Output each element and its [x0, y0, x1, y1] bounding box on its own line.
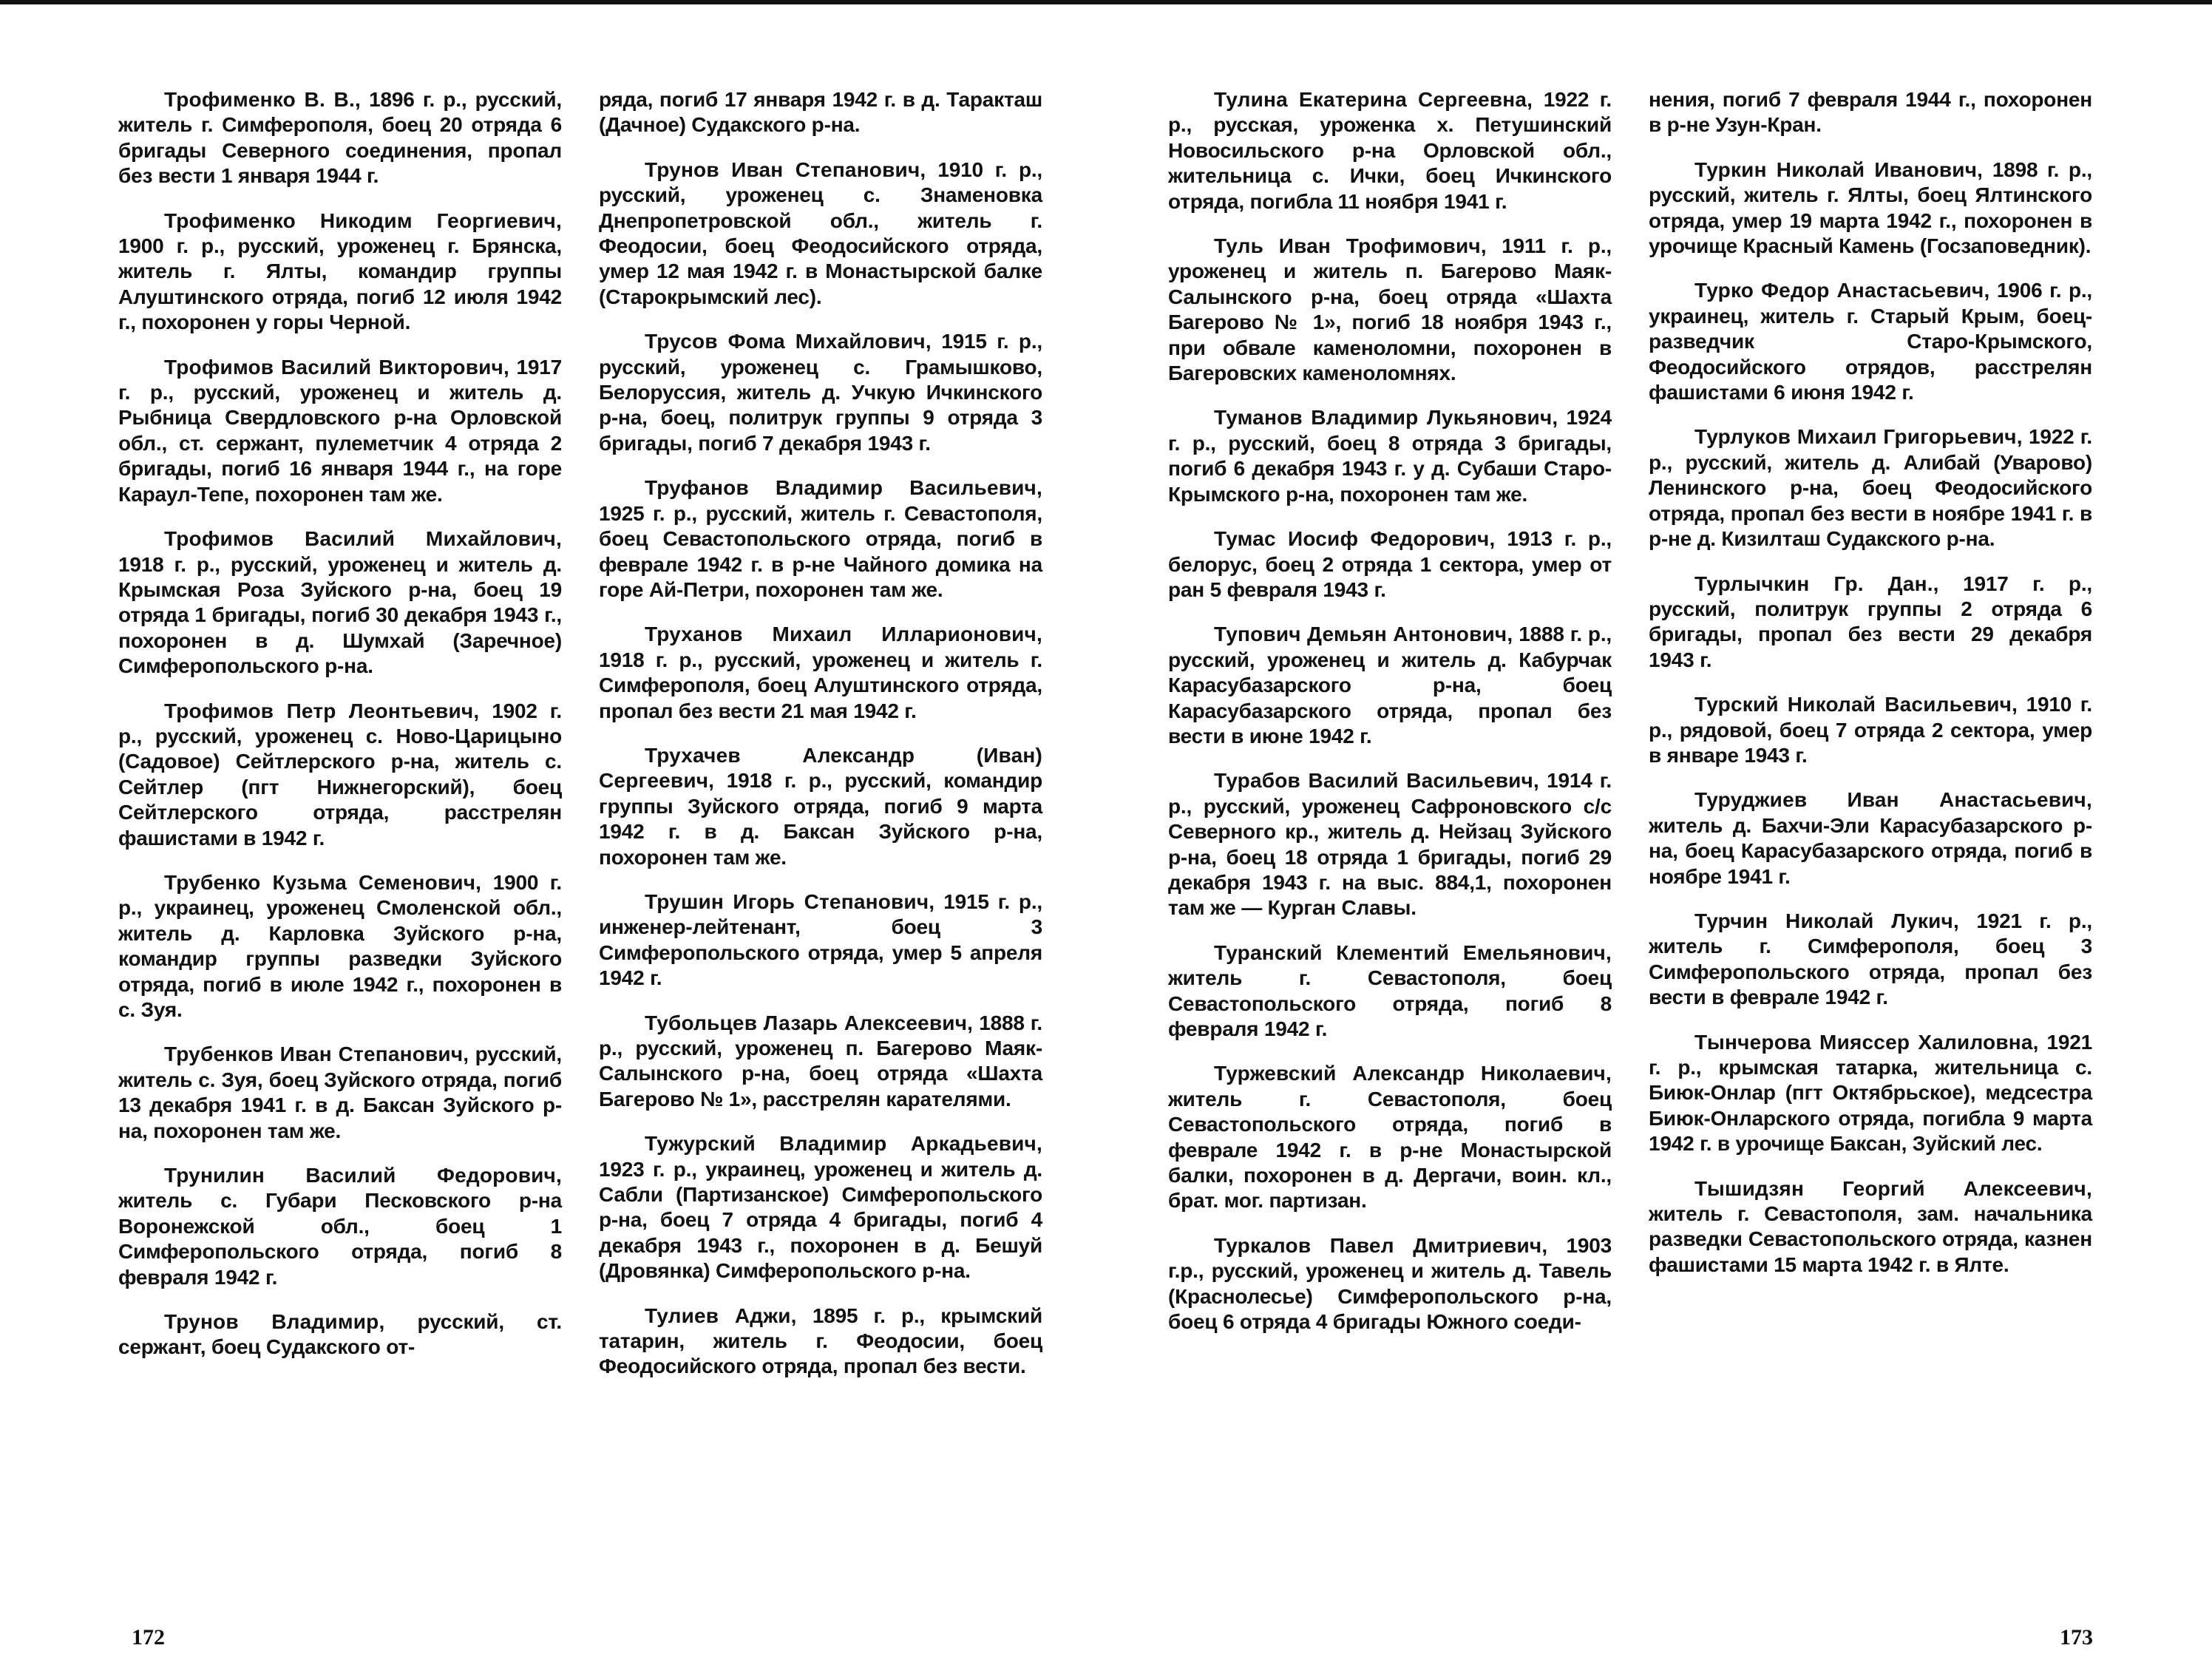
- entry-text: 1918 г. р., русский, командир группы Зуйского отряда, погиб 9 марта 1942 г. в д. Баксан Зуйского р-на, похоронен там же.: [599, 769, 1042, 869]
- entry-text: 1895 г. р., крымский татарин, житель г. Феодосии, боец Феодосийского отряда, пропал без вести.: [599, 1303, 1042, 1378]
- entry-name: Туманов Владимир Лукьянович,: [1214, 406, 1558, 430]
- entry-text: житель г. Севастополя, зам. начальника разведки Севастопольского отряда, казнен фашистами 15 марта 1942 г. в Ялте.: [1649, 1202, 2092, 1276]
- memorial-entry: [118, 355, 562, 507]
- entry-name: Трубенков Иван Степанович,: [164, 1042, 469, 1066]
- entry-name: Трунов Иван Степанович,: [645, 157, 926, 181]
- entry-text: житель г. Севастополя, боец Севастопольского отряда, погиб 8 февраля 1942 г.: [1168, 966, 1612, 1040]
- memorial-entry: [1649, 1176, 2092, 1278]
- entry-name: Тулиев Аджи,: [645, 1303, 797, 1327]
- memorial-entry: [1168, 87, 1612, 214]
- entry-text: 1900 г. р., украинец, уроженец Смоленской обл., житель д. Карловка Зуйского р-на, командир группы разведки Зуйского отряда, погиб в июле 1942 г., похоронен в с. Зуя.: [118, 870, 563, 1021]
- entry-name: Тупович Демьян Антонович,: [1214, 623, 1513, 646]
- entry-name: Трофимов Петр Леонтьевич,: [164, 699, 480, 722]
- entry-name: Трубенко Кузьма Семенович,: [164, 870, 482, 894]
- memorial-entry: [1168, 768, 1612, 921]
- entry-text: 1915 г. р., инженер-лейтенант, боец 3 Симферопольского отряда, умер 5 апреля 1942 г.: [599, 889, 1042, 990]
- entry-name: Трофимов Василий Викторович,: [164, 355, 509, 379]
- entry-text: русский, житель с. Зуя, боец Зуйского отряда, погиб 13 декабря 1941 г. в д. Баксан Зуйского р-на, похоронен там же.: [118, 1042, 563, 1142]
- memorial-entry: [118, 1309, 562, 1360]
- entry-text: 1913 г. р., белорус, боец 2 отряда 1 сектора, умер от ран 5 февраля 1943 г.: [1168, 527, 1612, 601]
- entry-name: Трунов Владимир,: [164, 1310, 385, 1334]
- entry-name: Туранский Клементий Емельянович,: [1214, 940, 1612, 964]
- memorial-entry: [118, 526, 562, 679]
- memorial-entry: [1649, 692, 2092, 768]
- memorial-entry: [1649, 87, 2092, 138]
- entry-name: Труфанов Владимир Васильевич,: [645, 476, 1042, 500]
- entry-name: Тумас Иосиф Федорович,: [1214, 527, 1496, 551]
- memorial-entry: [1649, 572, 2092, 674]
- memorial-entry: [118, 1042, 562, 1144]
- entry-text: 1902 г. р., русский, уроженец с. Ново-Царицыно (Садовое) Сейтлерского р-на, житель с. Сейтлер (пгт Нижнегорский), боец Сейтлерского отряда, расстрелян фашистами в 1942 г.: [118, 699, 562, 850]
- right-page-column-1: [1168, 87, 1612, 1354]
- scan-top-edge: [0, 0, 2212, 4]
- entry-name: Туржевский Александр Николаевич,: [1214, 1062, 1612, 1085]
- entry-text: нения, погиб 7 февраля 1944 г., похоронен в р-не Узун-Кран.: [1649, 88, 2092, 137]
- memorial-entry: [1649, 787, 2092, 889]
- memorial-entry: [599, 1011, 1042, 1113]
- entry-name: Трофименко Никодим Георгиевич,: [164, 208, 562, 232]
- page-number-left: 172: [132, 1625, 165, 1650]
- entry-text: 1922 г. р., русский, житель д. Алибай (Уварово) Ленинского р-на, боец Феодосийского отряда, пропал без вести в ноябре 1941 г. в р-не д. Кизилташ Судакского р-на.: [1649, 425, 2093, 551]
- memorial-entry: [1168, 622, 1612, 749]
- memorial-entry: [599, 1303, 1042, 1380]
- memorial-entry: [1649, 909, 2092, 1011]
- memorial-entry: [118, 870, 562, 1023]
- entry-text: 1896 г. р., русский, житель г. Симферополя, боец 20 отряда 6 бригады Северного соединения, пропал без вести 1 января 1944 г.: [118, 88, 563, 188]
- entry-text: русский, ст. сержант, боец Судакского от-: [118, 1310, 562, 1359]
- entry-name: Туль Иван Трофимович,: [1214, 234, 1487, 258]
- page-number-right: 173: [2060, 1625, 2093, 1650]
- entry-text: 1925 г. р., русский, житель г. Севастополя, боец Севастопольского отряда, погиб в феврале 1942 г. в р-не Чайного домика на горе Ай-Петри, похоронен там же.: [599, 501, 1042, 601]
- entry-name: Туркин Николай Иванович,: [1694, 157, 1984, 181]
- entry-name: Тужурский Владимир Аркадьевич,: [645, 1132, 1042, 1156]
- entry-name: Трусов Фома Михайлович,: [645, 330, 932, 353]
- entry-name: Тынчерова Мияссер Халиловна,: [1694, 1030, 2039, 1054]
- entry-name: Туруджиев Иван Анастасьевич,: [1694, 788, 2092, 812]
- left-page-column-2: [599, 87, 1042, 1399]
- entry-text: житель с. Губари Песковского р-на Воронежской обл., боец 1 Симферопольского отряда, погиб 8 февраля 1942 г.: [118, 1189, 562, 1289]
- entry-name: Трухачев Александр (Иван) Сергеевич,: [599, 743, 1042, 793]
- memorial-entry: [1168, 1061, 1612, 1213]
- entry-text: 1910 г. р., рядовой, боец 7 отряда 2 сектора, умер в январе 1943 г.: [1649, 693, 2092, 767]
- entry-text: 1911 г. р., уроженец и житель п. Багерово Маяк-Салынского р-на, боец отряда «Шахта Багерово № 1», погиб 18 ноября 1943 г., при обвале каменоломни, похоронен в Багеровских каменоломнях.: [1168, 234, 1612, 385]
- entry-name: Туркалов Павел Дмитриевич,: [1214, 1233, 1548, 1257]
- entry-name: Тышидзян Георгий Алексеевич,: [1694, 1176, 2092, 1200]
- entry-name: Турлуков Михаил Григорьевич,: [1694, 425, 2023, 449]
- memorial-entry: [1168, 526, 1612, 603]
- memorial-entry: [1649, 278, 2092, 405]
- entry-name: Трофименко В. В.,: [164, 88, 361, 111]
- entry-text: 1914 г. р., русский, уроженец Сафроновского с/с Северного кр., житель д. Нейзац Зуйского р-на, боец 18 отряда 1 бригады, погиб 29 декабря 1943 г. на выс. 884,1, похоронен там же — Курган Славы.: [1168, 769, 1612, 920]
- memorial-entry: [599, 157, 1042, 310]
- entry-name: Турчин Николай Лукич,: [1694, 909, 1959, 932]
- entry-text: житель г. Севастополя, боец Севастопольского отряда, погиб в феврале 1942 г. в р-не Монастырской балки, похоронен в д. Дергачи, воин. кл., брат. мог. партизан.: [1168, 1087, 1612, 1213]
- entry-name: Турлычкин Гр. Дан.,: [1694, 572, 1939, 595]
- entry-name: Турский Николай Васильевич,: [1694, 693, 2018, 716]
- entry-text: 1917 г. р., русский, политрук группы 2 отряда 6 бригады, пропал без вести 29 декабря 1943 г.: [1649, 572, 2092, 671]
- entry-text: 1923 г. р., украинец, уроженец и житель д. Сабли (Партизанское) Симферопольского р-на, боец 7 отряда 4 бригады, погиб 4 декабря 1943 г., похоронен в д. Бешуй (Дровянка) Симферопольского р-на.: [599, 1157, 1042, 1283]
- memorial-entry: [599, 743, 1042, 870]
- memorial-entry: [599, 1131, 1042, 1284]
- memorial-entry: [1168, 405, 1612, 507]
- memorial-entry: [599, 475, 1042, 603]
- entry-name: Тулина Екатерина Сергеевна,: [1214, 88, 1533, 111]
- entry-text: 1924 г. р., русский, боец 8 отряда 3 бригады, погиб 6 декабря 1943 г. у д. Субаши Старо-Крымского р-на, похоронен там же.: [1168, 406, 1612, 506]
- entry-text: 1918 г. р., русский, уроженец и житель г. Симферополя, боец Алуштинского отряда, пропал без вести 21 мая 1942 г.: [599, 648, 1042, 722]
- memorial-entry: [118, 699, 562, 851]
- memorial-entry: [1168, 940, 1612, 1042]
- entry-text: 1915 г. р., русский, уроженец с. Грамышково, Белоруссия, житель д. Учкую Ичкинского р-на, боец, политрук группы 9 отряда 3 бригады, погиб 7 декабря 1943 г.: [599, 330, 1042, 455]
- entry-name: Трунилин Василий Федорович,: [164, 1164, 562, 1187]
- entry-text: 1900 г. р., русский, уроженец г. Брянска, житель г. Ялты, командир группы Алуштинского отряда, погиб 12 июля 1942 г., похоронен у горы Черной.: [118, 234, 562, 334]
- memorial-entry: [599, 889, 1042, 991]
- entry-text: 1903 г.р., русский, уроженец и житель д. Тавель (Краснолесье) Симферопольского р-на, боец 6 отряда 4 бригады Южного соеди-: [1168, 1233, 1612, 1334]
- memorial-entry: [118, 1163, 562, 1290]
- entry-text: 1898 г. р., русский, житель г. Ялты, боец Ялтинского отряда, умер 19 марта 1942 г., похоронен в урочище Красный Камень (Госзаповедник).: [1649, 157, 2092, 258]
- entry-text: 1921 г. р., житель г. Симферополя, боец 3 Симферопольского отряда, пропал без вести в феврале 1942 г.: [1649, 909, 2092, 1009]
- entry-name: Турко Федор Анастасьевич,: [1694, 279, 1990, 302]
- entry-text: 1921 г. р., крымская татарка, жительница с. Биюк-Онлар (пгт Октябрьское), медсестра Биюк-Онларского отряда, погибла 9 марта 1942 г. в урочище Баксан, Зуйский лес.: [1649, 1030, 2092, 1156]
- entry-name: Труханов Михаил Илларионович,: [645, 623, 1042, 646]
- right-page-column-2: [1649, 87, 2092, 1297]
- memorial-entry: [599, 622, 1042, 724]
- memorial-entry: [1168, 1233, 1612, 1335]
- memorial-entry: [118, 87, 562, 189]
- entry-text: житель д. Бахчи-Эли Карасубазарского р-на, боец Карасубазарского отряда, погиб в ноябре 1941 г.: [1649, 813, 2092, 888]
- entry-text: 1888 г. р., русский, уроженец п. Багерово Маяк-Салынского р-на, боец отряда «Шахта Багерово № 1», расстрелян карателями.: [599, 1011, 1042, 1111]
- entry-name: Турабов Василий Васильевич,: [1214, 769, 1539, 793]
- entry-text: 1888 г. р., русский, уроженец и житель д. Кабурчак Карасубазарского р-на, боец Карасубазарского отряда, пропал без вести в июне 1942 г.: [1168, 623, 1612, 747]
- entry-text: 1918 г. р., русский, уроженец и житель д. Крымская Роза Зуйского р-на, боец 19 отряда 1 бригады, погиб 30 декабря 1943 г., похоронен в д. Шумхай (Заречное) Симферопольского р-на.: [118, 552, 562, 678]
- entry-text: 1917 г. р., русский, уроженец и житель д. Рыбница Свердловского р-на Орловской обл., ст. сержант, пулеметчик 4 отряда 2 бригады, погиб 16 января 1944 г., на горе Караул-Тепе, похоронен там же.: [118, 355, 562, 506]
- entry-text: ряда, погиб 17 января 1942 г. в д. Таракташ (Дачное) Судакского р-на.: [599, 88, 1042, 137]
- memorial-entry: [599, 329, 1042, 456]
- memorial-entry: [1649, 424, 2092, 552]
- entry-text: 1910 г. р., русский, уроженец с. Знаменовка Днепропетровской обл., житель г. Феодосии, боец Феодосийского отряда, умер 12 мая 1942 г. в Монастырской балке (Старокрымский лес).: [599, 157, 1043, 308]
- entry-name: Трушин Игорь Степанович,: [645, 889, 935, 913]
- entry-text: 1906 г. р., украинец, житель г. Старый Крым, боец-разведчик Старо-Крымского, Феодосийского отрядов, расстрелян фашистами 6 июня 1942 г.: [1649, 279, 2093, 404]
- entry-name: Трофимов Василий Михайлович,: [164, 527, 562, 551]
- entry-text: 1922 г. р., русская, уроженка х. Петушинский Новосильского р-на Орловской обл., жительница с. Ички, боец Ичкинского отряда, погибла 11 ноября 1941 г.: [1168, 88, 1612, 213]
- memorial-entry: [599, 87, 1042, 138]
- memorial-entry: [1649, 157, 2092, 260]
- memorial-entry: [1649, 1030, 2092, 1157]
- left-page-column-1: [118, 87, 562, 1380]
- entry-name: Тубольцев Лазарь Алексеевич,: [645, 1011, 974, 1034]
- memorial-entry: [118, 208, 562, 336]
- memorial-entry: [1168, 234, 1612, 386]
